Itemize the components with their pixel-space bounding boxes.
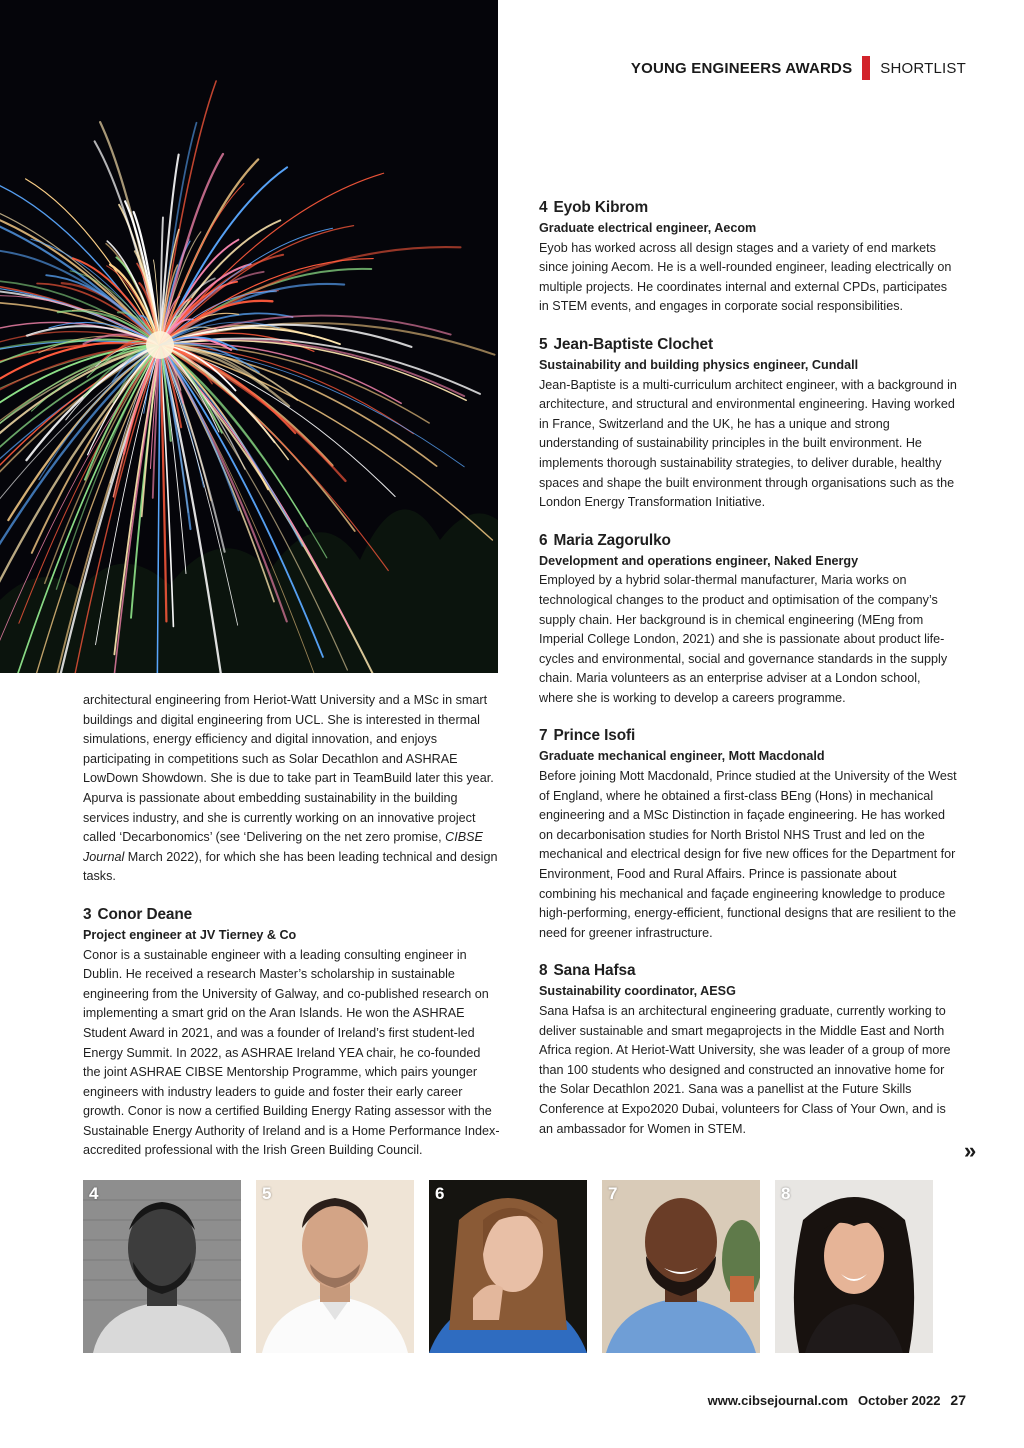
entry-heading: 6 Maria Zagorulko [539, 531, 671, 549]
portrait-image [256, 1180, 414, 1353]
portrait-sana-hafsa [775, 1180, 933, 1353]
entry-bio: Jean-Baptiste is a multi-curriculum architect engineer, with a background in architecture, and structural and environmental engineering. Having worked in France, Switzerland and the UK, he has a unique and strong understanding of sustainability principles in the built environment. He implements thorough sustainability strategies, to deliver durable, healthy spaces and shape the built environment through organisations such as the London Energy Transformation Initiative. [539, 377, 957, 510]
portrait-row [83, 1180, 933, 1353]
entry-heading: 7 Prince Isofi [539, 727, 636, 745]
entry-prince-isofi [539, 726, 957, 943]
section-subtitle: SHORTLIST [880, 59, 966, 77]
entry-conor-deane [83, 905, 501, 1161]
entry-role: Sustainability and building physics engineer, Cundall [539, 357, 859, 372]
portrait-maria-zagorulko [429, 1180, 587, 1353]
portrait-image [83, 1180, 241, 1353]
portrait-number: 8 [781, 1184, 791, 1203]
entry-role: Project engineer at JV Tierney & Co [83, 927, 297, 942]
portrait-image [775, 1180, 933, 1353]
intro-paragraph: architectural engineering from Heriot-Watt University and a MSc in smart buildings and digital engineering from UCL. She is interested in thermal simulations, energy efficiency and digital innovation, and enjoys participating in competitions such as Solar Decathlon and ASHRAE LowDown Showdown. She is due to take part in TeamBuild later this year. Apurva is passionate about embedding sustainability in the building services industry, and she is currently working on an innovative project called ‘Decarbonomics’ (see ‘Delivering on the net zero promise, CIBSE Journal March 2022), for which she has been leading technical and design tasks. [83, 693, 498, 884]
portrait-image [429, 1180, 587, 1353]
entry-bio: Eyob has worked across all design stages and a variety of end markets since joining Aecom. He is a well-rounded engineer, leading electrically on multiple projects. He coordinates internal and external CPDs, participates in STEM events, and engages in corporate social responsibilities. [539, 240, 952, 314]
section-title: YOUNG ENGINEERS AWARDS [630, 59, 853, 77]
portrait-number: 6 [435, 1184, 445, 1203]
entry-jean-baptiste-clochet [539, 335, 957, 513]
entry-heading: 4 Eyob Kibrom [539, 199, 649, 216]
fireworks-photo [0, 0, 498, 673]
entry-heading: 5 Jean-Baptiste Clochet [539, 335, 714, 353]
header-accent-bar [862, 56, 870, 80]
entry-bio: Sana Hafsa is an architectural engineering graduate, currently working to deliver sustainable and smart megaprojects in the Middle East and North Africa region. At Heriot-Watt University, she was leader of a group of more than 100 students who designed and constructed an innovative home for the Solar Decathlon 2021. Sana was a panellist at the Future Skills Conference at Expo2020 Dubai, volunteers for Class of Your Own, and is an ambassador for Women in STEM. [539, 1004, 951, 1136]
portrait-eyob-kibrom [83, 1180, 241, 1353]
portrait-image [602, 1180, 760, 1353]
entry-role: Graduate mechanical engineer, Mott Macdonald [539, 749, 825, 764]
entry-bio: Conor is a sustainable engineer with a leading consulting engineer in Dublin. He received a research Master’s scholarship in sustainable engineering from the University of Galway, and co-published research on implementing a smart grid on the Aran Islands. He won the ASHRAE Student Award in 2021, and was a founder of Ireland’s first student-led Energy Summit. In 2022, as ASHRAE Ireland YEA chair, he co-founded the joint ASHRAE CIBSE Mentorship Programme, which pairs younger engineers with industry leaders to guide and foster their early career growth. Conor is now a certified Building Energy Rating assessor with the Sustainable Energy Authority of Ireland and is a Home Performance Index-accredited professional with the Irish Green Building Council. [83, 947, 500, 1158]
entry-role: Sustainability coordinator, AESG [539, 984, 736, 999]
portrait-number: 4 [89, 1184, 99, 1203]
portrait-number: 7 [608, 1184, 618, 1203]
entry-sana-hafsa [539, 961, 957, 1139]
portrait-number: 5 [262, 1184, 272, 1203]
entry-heading: 3 Conor Deane [83, 905, 193, 923]
portrait-prince-isofi [602, 1180, 760, 1353]
entry-heading: 8 Sana Hafsa [539, 962, 636, 980]
footer-date: October 2022 [858, 1393, 941, 1408]
right-column [539, 198, 957, 1157]
left-column [83, 691, 501, 1179]
entry-eyob-kibrom [539, 198, 957, 317]
footer-website[interactable]: www.cibsejournal.com [707, 1393, 849, 1408]
continue-arrow-icon[interactable]: » [964, 1138, 977, 1163]
portrait-jean-baptiste-clochet [256, 1180, 414, 1353]
entry-role: Development and operations engineer, Naked Energy [539, 553, 859, 568]
entry-bio: Before joining Mott Macdonald, Prince studied at the University of the West of England, where he obtained a first-class BEng (Hons) in mechanical engineering and a MSc Distinction in façade engineering. He has worked on decarbonisation studies for North Bristol NHS Trust and led on the mechanical and electrical design for five new offices for the Department for Environment, Food and Rural Affairs. Prince is passionate about combining his mechanical and façade engineering knowledge to produce high-performing, energy-efficient, functional designs that are resilient to the need for greener infrastructure. [539, 769, 957, 940]
entry-maria-zagorulko [539, 531, 957, 709]
page-header [631, 56, 966, 80]
page-number: 27 [950, 1392, 966, 1408]
entry-role: Graduate electrical engineer, Aecom [539, 221, 757, 235]
entry-bio: Employed by a hybrid solar-thermal manufacturer, Maria works on technological changes to the product and optimisation of the company’s supply chain. Her background is in chemical engineering (MEng from Imperial College London, 2021) and she is passionate about product life-cycles and environmental, social and governance standards in the supply chain. Maria volunteers as an enterprise adviser at a London school, where she is working to develop a careers programme. [539, 573, 948, 705]
page-footer [708, 1392, 966, 1408]
